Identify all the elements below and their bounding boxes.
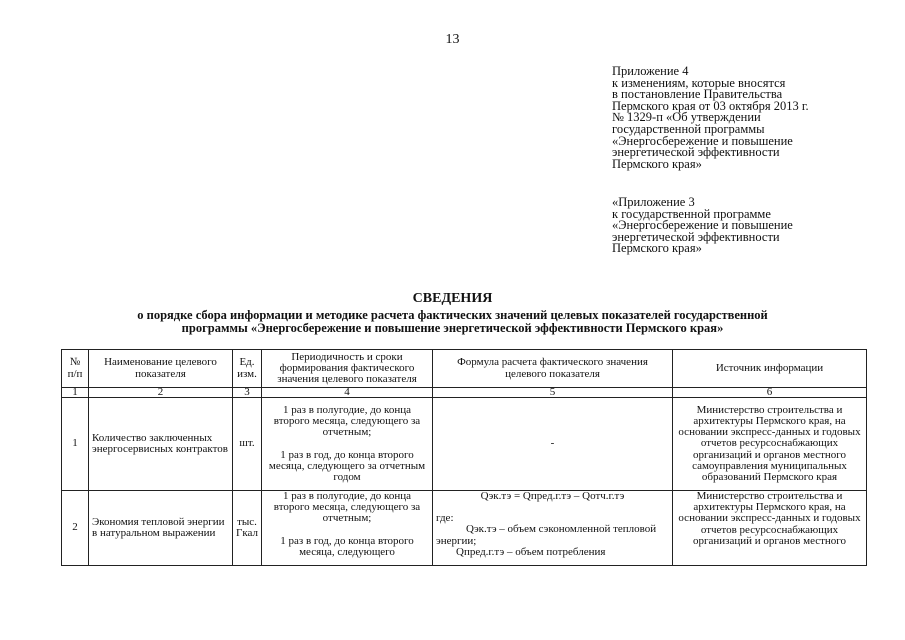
row-name: Экономия тепловой энергии в натуральном выражении [89, 491, 233, 566]
column-number: 6 [673, 388, 867, 398]
row-formula [433, 491, 673, 566]
column-number: 1 [62, 388, 89, 398]
period-semiannual: 1 раз в полугодие, до конца второго месяца, следующего за отчетным; [273, 403, 421, 439]
annex-3-block [612, 197, 793, 255]
header-unit: Ед. изм. [233, 350, 262, 388]
row-name: Количество заключенных энергосервисных контрактов [89, 398, 233, 491]
column-number: 2 [89, 388, 233, 398]
annex-4-line: № 1329-п «Об утверждении [612, 110, 761, 125]
formula-definition: Qпред.г.тэ – объем потребления [456, 545, 606, 558]
subtitle-line: о порядке сбора информации и методике расчета фактических значений целевых показателей государственной [137, 308, 768, 322]
annex-4-block [612, 66, 809, 170]
row-unit: тыс. Гкал [233, 491, 262, 566]
column-number: 5 [433, 388, 673, 398]
period-semiannual: 1 раз в полугодие, до конца второго месяца, следующего за отчетным; [273, 490, 421, 525]
header-name: Наименование целевого показателя [89, 350, 233, 388]
page-number: 13 [445, 32, 460, 47]
annex-4-line: энергетической эффективности [612, 145, 780, 160]
row-source: Министерство строительства и архитектуры Пермского края, на основании экспресс-данных и годовых отчетов ресурсоснабжающих организаций и органов местного самоуправления муниципальных образований Пермского края [673, 398, 867, 491]
row-period [262, 491, 433, 566]
annex-4-line: «Энергосбережение и повышение [612, 133, 793, 148]
table-row [62, 491, 867, 566]
table-row [62, 398, 867, 491]
row-source: Министерство строительства и архитектуры Пермского края, на основании экспресс-данных и годовых отчетов ресурсоснабжающих организаций и органов местного [673, 491, 867, 566]
annex-3-line: «Энергосбережение и повышение [612, 218, 793, 233]
period-annual: 1 раз в год, до конца второго месяца, следующего за отчетным годом [268, 448, 426, 483]
formula-where: где: [436, 512, 454, 525]
header-period: Периодичность и сроки формирования фактического значения целевого показателя [262, 350, 433, 388]
header-source: Источник информации [673, 350, 867, 388]
annex-3-line: Пермского края» [612, 241, 702, 256]
row-period [262, 398, 433, 491]
annex-3-line: к государственной программе [612, 206, 771, 221]
column-number-row [62, 388, 867, 398]
annex-4-line: Пермского края от 03 октября 2013 г. [612, 98, 809, 113]
subtitle-line: программы «Энергосбережение и повышение энергетической эффективности Пермского края» [181, 320, 724, 335]
header-num: № п/п [62, 350, 89, 388]
annex-4-line: Пермского края» [612, 156, 702, 171]
row-num: 1 [62, 398, 89, 491]
document-title: СВЕДЕНИЯ [412, 291, 493, 306]
row-unit: шт. [233, 398, 262, 491]
annex-3-line: «Приложение 3 [612, 195, 695, 209]
annex-4-line: Приложение 4 [612, 64, 689, 78]
annex-3-line: энергетической эффективности [612, 229, 780, 244]
row-num: 2 [62, 491, 89, 566]
annex-4-line: государственной программы [612, 121, 765, 136]
formula-equation: Qэк.тэ = Qпред.г.тэ – Qотч.г.тэ [480, 490, 625, 502]
column-number: 4 [262, 388, 433, 398]
annex-4-line: в постановление Правительства [612, 87, 783, 102]
column-number: 3 [233, 388, 262, 398]
document-subtitle [40, 309, 865, 334]
indicators-table [61, 349, 867, 566]
table-header-row [62, 350, 867, 388]
annex-4-line: к изменениям, которые вносятся [612, 75, 786, 90]
row-formula: - [433, 398, 673, 491]
header-formula: Формула расчета фактического значения целевого показателя [433, 350, 673, 388]
formula-definition: Qэк.тэ – объем сэкономленной тепловой энергии; [436, 523, 657, 547]
period-annual: 1 раз в год, до конца второго месяца, следующего [280, 534, 414, 558]
